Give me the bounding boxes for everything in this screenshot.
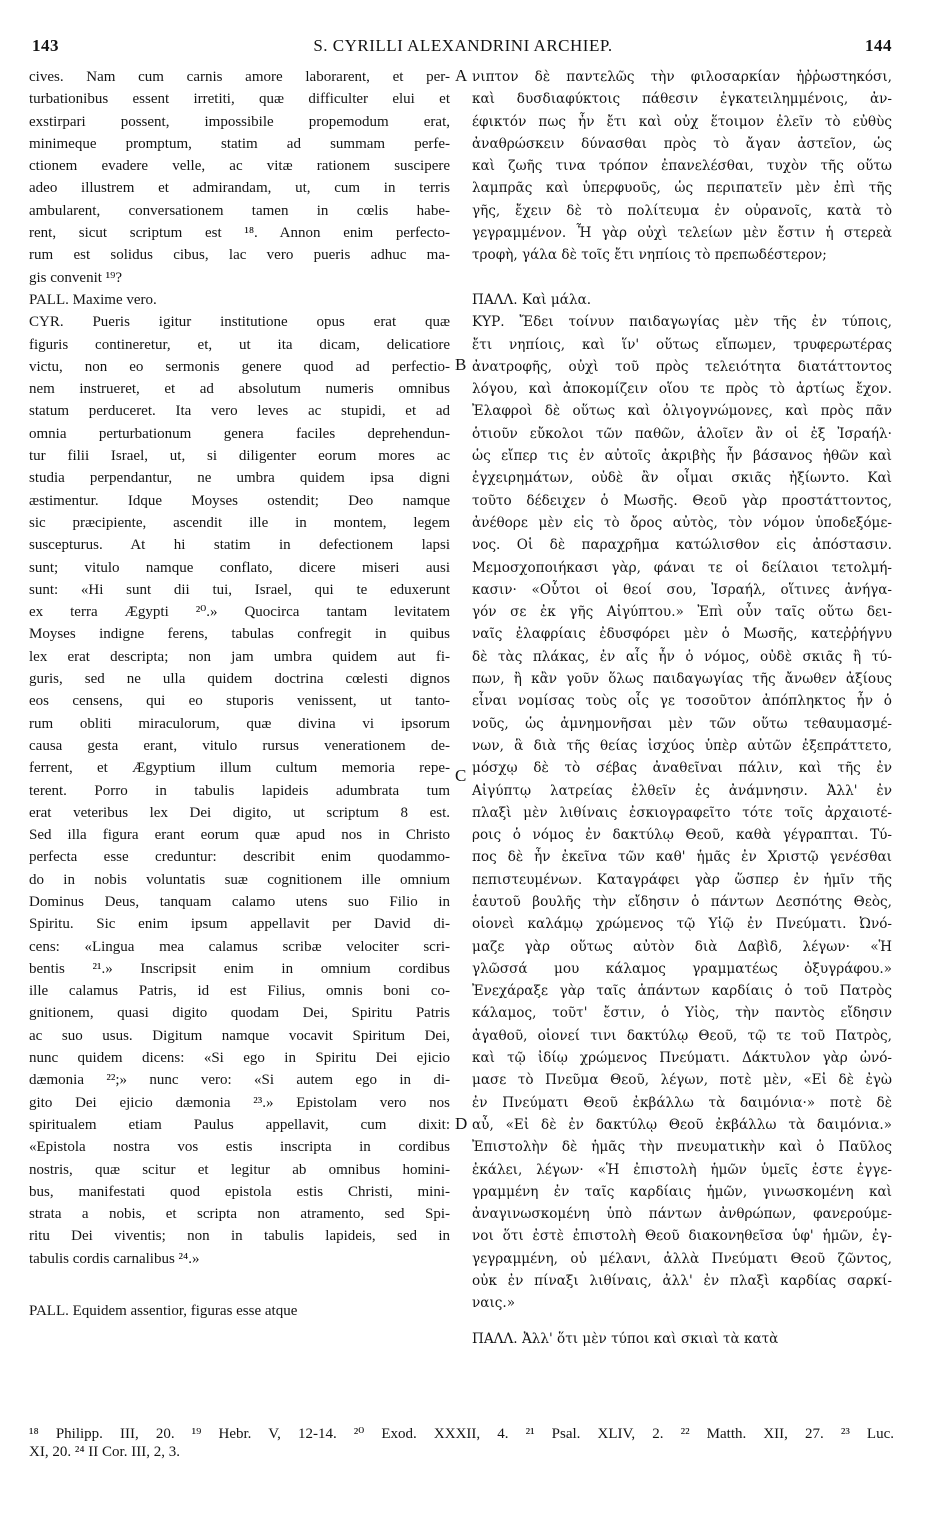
text-line: μασε τὸ Πνεῦμα Θεοῦ, λέγων, ποτὲ μὲν, «Εἰ δὲ ἐγὼ: [472, 1072, 892, 1089]
running-title: S. CYRILLI ALEXANDRINI ARCHIEP.: [313, 36, 613, 55]
text-line: γεγραμμένη, οὐ μέλανι, ἀλλὰ Πνεύματι Θεοῦ ζῶντος,: [472, 1250, 892, 1267]
text-line: gnitionem, quasi digito quodam Dei, Spiritu Patris: [29, 1005, 450, 1022]
text-line: cens: «Lingua mea calamus scribæ velociter scri-: [29, 938, 450, 955]
text-line: bentis ²¹.» Inscripsit enim in omnium cordibus: [29, 960, 450, 977]
margin-letter-d: D: [455, 1114, 468, 1133]
text-line: tur filii Israel, ut, si diligenter eorum mores ac: [29, 448, 450, 465]
text-line: Ἐπιστολὴν δὲ ἡμᾶς τὴν πνευματικὴν καὶ ὁ Παῦλος: [472, 1139, 892, 1156]
text-line: erat veteribus lex Dei digito, ut scriptum 8 est.: [29, 804, 450, 821]
footnote-line: ¹⁸ Philipp. III, 20. ¹⁹ Hebr. V, 12-14. ²⁰ Exod. XXXII, 4. ²¹ Psal. XLIV, 2. ²² Matth. XII, 27. ²³ Luc.: [29, 1426, 894, 1442]
text-line: ἀγαθοῦ, οἱονεί τινι δακτύλῳ Θεοῦ, τῷ τε τοῦ Πατρὸς,: [472, 1027, 892, 1044]
text-line: do in nobis voluntatis suæ cognitionem ille omnium: [29, 871, 450, 888]
text-line: suscepturus. At hi statim in defectionem lapsi: [29, 537, 450, 554]
text-line: νιπτον δὲ παντελῶς τὴν φιλοσαρκίαν ἠῤῥωστηκόσι,: [472, 69, 892, 85]
text-line: ὡς εἴπερ τις ἐν αὐτοῖς ἀκριβὴς ἦν βάσανος ἠθῶν καὶ: [472, 448, 892, 465]
text-line: terent. Porro in tabulis lapideis adumbrata tum: [29, 782, 450, 799]
text-line: ritu Dei viventis; non in tabulis lapideis, sed in: [29, 1228, 450, 1245]
text-line: ex terra Ægypti ²⁰.» Quocirca tantam levitatem: [29, 604, 450, 621]
text-line: ἐν Πνεύματι Θεοῦ ἐκβάλλω τὰ δαιμόνια·» ποτὲ δὲ: [472, 1094, 892, 1111]
text-line: ὁτιοῦν εὔκολοι τῶν παθῶν, ἁλοῖεν ἂν οἱ ἐξ Ἰσραήλ·: [472, 425, 892, 442]
text-line: turbationibus essent irretiti, quæ difficulter elui et: [29, 91, 450, 108]
page-number-right: 144: [865, 36, 892, 55]
text-line: αὖ, «Εἰ δὲ ἐν δακτύλῳ Θεοῦ ἐκβάλλω τὰ δαιμόνια.»: [472, 1116, 892, 1133]
text-line: rum est solidus cibus, lac vero pueris adhuc ma-: [29, 247, 450, 264]
text-line: ναις.»: [472, 1295, 516, 1312]
text-line: exstirpari possent, impossibile propemodum erat,: [29, 113, 450, 130]
text-line: nostris, quæ scitur et legitur ab omnibus homini-: [29, 1161, 450, 1178]
text-line: guris, sed ne ulla quidem doctrina cœlesti dignos: [29, 671, 450, 688]
text-line: victu, non eo sermonis genere quod ad perfectio-: [29, 358, 450, 375]
text-line: sunt: «Hi sunt dii tui, Israel, qui te eduxerunt: [29, 581, 450, 598]
page-header: [0, 36, 926, 60]
text-line: «Epistola nostra vos estis inscripta in cordibus: [29, 1139, 450, 1156]
text-line: ἑαυτοῦ βουλῆς τὴν εἴδησιν ὁ πάντων Δεσπότης Θεὸς,: [472, 893, 892, 910]
text-line: λόγου, καὶ ἀποκομίζειν οἵου τε πρὸς τὸ ἀρτίως ἔχον.: [472, 381, 892, 398]
text-line: νος. Οἱ δὲ παραχρῆμα κατώλισθον εἰς ἀπόστασιν.: [472, 537, 892, 554]
text-line: λαμπρᾶς καὶ ὑπερφυοῦς, ὡς περιπατεῖν μὲν ἐπὶ τῆς: [472, 180, 892, 197]
text-line: δὲ τὰς πλάκας, ἐν αἷς ἦν ὁ νόμος, οὐδὲ σκιᾶς ἢ τύ-: [472, 648, 892, 665]
text-line: γραμμένη ἐν ταῖς καρδίαις ἡμῶν, γινωσκομένη καὶ: [472, 1183, 892, 1200]
text-line: γεγραμμένον. Ἦ γὰρ οὐχὶ τελείων μὲν ἔστιν ἡ στερεὰ: [472, 225, 892, 242]
text-line: ΠΑΛΛ. Ἀλλ' ὅτι μὲν τύποι καὶ σκιαὶ τὰ κατὰ: [472, 1330, 779, 1347]
text-line: πεπιστευμένων. Καταγράφει γὰρ ὥσπερ ἐν ἡμῖν τῆς: [472, 871, 892, 888]
text-line: ἀνατροφῆς, οὐχὶ τοῦ πρὸς τελειότητα διατάττοντος: [472, 358, 892, 375]
greek-column: [472, 66, 892, 1350]
text-line: æstimentur. Idque Moyses ostendit; Deo namque: [29, 492, 450, 509]
text-line: Spiritu. Sic enim ipsum appellavit per David di-: [29, 916, 450, 933]
text-line: cives. Nam cum carnis amore laborarent, et per-: [29, 69, 450, 85]
text-line: studia perpendantur, ne umbra quidem ipsa digni: [29, 470, 450, 487]
text-line: καὶ τῷ ἰδίῳ χρώμενος Πνεύματι. Δάκτυλον γὰρ ὠνό-: [472, 1050, 892, 1067]
text-line: πων, ἢ κἂν γοῦν ὅλως παιδαγωγίας τῆς ἄνωθεν ἀξίους: [472, 671, 892, 688]
text-line: μαζε γὰρ οὕτως αὐτὸν διὰ Δαβὶδ, λέγων· «Ἡ: [472, 938, 892, 955]
text-line: νοι ὅτι ἐστὲ ἐπιστολὴ Θεοῦ διακονηθεῖσα ὑφ' ἡμῶν, ἐγ-: [472, 1228, 892, 1245]
text-line: adeo illustrem et admirandam, ut, cum in terris: [29, 180, 450, 197]
text-line: omnia perturbationum genera faciles deprehendun-: [29, 425, 450, 442]
text-line: nem instrueret, et ad absolutum numeris omnibus: [29, 381, 450, 398]
margin-letter-a: A: [455, 66, 468, 85]
text-line: γλῶσσά μου κάλαμος γραμματέως ὀξυγράφου.»: [472, 960, 892, 977]
text-line: strata a nobis, et scripta non atramento, sed Spi-: [29, 1206, 450, 1223]
paragraph-gap: [29, 1270, 450, 1300]
text-line: Ἐλαφροὶ δὲ οὕτως καὶ ὀλιγογνώμονες, καὶ πρὸς πᾶν: [472, 403, 892, 420]
text-line: ἐγχειρημάτων, οὐδὲ ἂν οἶμαι σκιᾶς ἠξίωντο. Καὶ: [472, 470, 892, 487]
text-line: ambularent, conversationem tamen in cœlis habe-: [29, 202, 450, 219]
text-line: Sed illa figura erant eorum quæ apud nos in Christo: [29, 827, 450, 844]
text-line: PALL. Equidem assentior, figuras esse atque: [29, 1303, 298, 1320]
text-line: ferrent, et Ægyptium illum cultum memoria repe-: [29, 760, 450, 777]
text-line: ἔτι νηπίοις, καὶ ἵν' οὕτως εἴπωμεν, τρυφερωτέρας: [472, 336, 892, 353]
text-line: πος δὲ ἦν ἐκεῖνα τῶν καθ' ἡμᾶς ἐν Χριστῷ γενέσθαι: [472, 849, 892, 866]
text-line: ἀνέθορε μὲν εἰς τὸ ὄρος αὐτὸς, τὸν νόμον ὑποδεξόμε-: [472, 514, 892, 531]
text-line: minimeque promptum, statim ad summam perfe-: [29, 135, 450, 152]
margin-letter-c: C: [455, 766, 467, 785]
text-line: statum perduceret. Ita vero leves ac stupidi, et ad: [29, 403, 450, 420]
text-line: sic præcipiente, ascendit ille in montem, legem: [29, 514, 450, 531]
text-line: κάλαμος, τοῦτ' ἔστιν, ὁ Υἱὸς, τὴν παντὸς εἴδησιν: [472, 1005, 892, 1022]
text-line: τροφὴ, γάλα δὲ τοῖς ἔτι νηπίοις τὸ πρεπωδέστερον;: [472, 247, 827, 264]
text-line: έφικτόν πως ἦν ἔτι καὶ οὐχ ἕτοιμον ἐλεῖν τὸ εὐθὺς: [472, 113, 892, 130]
text-line: dæmonia ²²;» nunc vero: «Si autem ego in di-: [29, 1072, 450, 1089]
text-line: ac suo usus. Digitum namque vocavit Spiritum Dei,: [29, 1027, 450, 1044]
text-line: κασιν· «Οὗτοι οἱ θεοί σου, Ἰσραήλ, οἵτινες ἀνήγα-: [472, 581, 892, 598]
text-line: bus, manifestati quod epistola estis Christi, mini-: [29, 1183, 450, 1200]
margin-letter-b: B: [455, 355, 467, 374]
text-line: οἱονεὶ καλάμῳ χρώμενος τῷ Υἱῷ ἐν Πνεύματι. Ὠνό-: [472, 916, 892, 933]
text-line: καὶ ζωῆς τινα τρόπον ἐπανελέσθαι, τυχὸν τῆς οὕτω: [472, 158, 892, 175]
text-line: ροις ὁ νόμος ἐν δακτύλῳ Θεοῦ, καθὰ γέγραπται. Τύ-: [472, 827, 892, 844]
text-line: rum obliti miraculorum, quæ divina vi ipsorum: [29, 715, 450, 732]
footnote-line: XI, 20. ²⁴ II Cor. III, 2, 3.: [29, 1444, 180, 1460]
latin-column: [29, 66, 450, 1322]
text-line: ἐκάλει, λέγων· «Ἡ ἐπιστολὴ ἡμῶν ὑμεῖς ἐστε ἐγγε-: [472, 1161, 892, 1178]
text-line: lex erat descripta; non jam umbra quidem aut fi-: [29, 648, 450, 665]
text-line: οὐκ ἐν πίναξι λιθίναις, ἀλλ' ἐν πλαξὶ καρδίας σαρκί-: [472, 1273, 892, 1290]
text-line: πλαξὶ μὲν λιθίναις ἐσκιογραφεῖτο τότε τοῖς ἀρχαιοτέ-: [472, 804, 892, 821]
text-line: Μεμοσχοποιήκασι γὰρ, φάναι τε οἱ δείλαιοι τετολμή-: [472, 559, 892, 576]
text-line: γῆς, ἔχειν δὲ τὸ πολίτευμα ἐν οὐρανοῖς, κατὰ τὸ: [472, 202, 892, 219]
text-line: rent, sicut scriptum est ¹⁸. Annon enim perfecto-: [29, 225, 450, 242]
text-line: figuris contineretur, et, ut ita dicam, delicatiore: [29, 336, 450, 353]
text-line: ille calamus Patris, id est Filius, omnis boni co-: [29, 983, 450, 1000]
footnotes: [29, 1424, 894, 1464]
text-line: nunc quidem dicens: «Si ego in Spiritu Dei ejicio: [29, 1050, 450, 1067]
text-line: γόν σε ἐκ γῆς Αἰγύπτου.» Ἐπὶ οὖν ταῖς οὕτω δει-: [472, 604, 892, 621]
text-line: Ἐνεχάραξε γὰρ ταῖς ἁπάντων καρδίαις ὁ τοῦ Πατρὸς: [472, 983, 892, 1000]
text-line: eos censens, qui eo stuporis venissent, ut tanto-: [29, 693, 450, 710]
text-line: Dominus Deus, tanquam calamo utens suo Filio in: [29, 893, 450, 910]
text-line: μόσχῳ δὲ τὸ σέβας ἀναθεῖναι πάλιν, καὶ τῆς ἐν: [472, 760, 892, 777]
text-line: tabulis cordis carnalibus ²⁴.»: [29, 1250, 200, 1267]
text-line: εἶναι νομίσας τοὺς οἷς γε τοσοῦτον ἀπόπληκτος ἦν ὁ: [472, 693, 892, 710]
text-line: PALL. Maxime vero.: [29, 291, 157, 308]
paragraph-gap: [472, 1315, 892, 1328]
text-line: ctionem evadere velle, ac vitæ rationem suscipere: [29, 158, 450, 175]
text-line: ΚΥΡ. Ἔδει τοίνυν παιδαγωγίας μὲν τῆς ἐν τύποις,: [472, 314, 892, 331]
text-line: CYR. Pueris igitur institutione opus erat quæ: [29, 314, 450, 331]
text-line: ναῖς ἐλαφρίαις ἐδυσφόρει μὲν ὁ Μωσῆς, κατεῤῥήγνυ: [472, 626, 892, 643]
text-line: καὶ δυσδιαφύκτοις πάθεσιν ἐγκατειλημμένοις, ἀν-: [472, 91, 892, 108]
text-line: gis convenit ¹⁹?: [29, 269, 123, 286]
text-line: ἀναθρώσκειν δύνασθαι πρὸς τὸ ἄγαν ἀστεῖον, ὡς: [472, 135, 892, 152]
text-line: νοῦς, ὡς ἀμνημονῆσαι μὲν τῶν οὕτω τεθαυμασμέ-: [472, 715, 892, 732]
text-line: Αἰγύπτῳ λατρείας ἐλθεῖν ἐς ἀνάμνησιν. Ἀλλ' ἐν: [472, 782, 892, 799]
paragraph-gap: [472, 267, 892, 289]
text-line: causa gesta erant, vitulo rursus venerationem de-: [29, 737, 450, 754]
text-line: perfecta esse creduntur: describit enim quodammo-: [29, 849, 450, 866]
text-line: gito Dei ejicio dæmonia ²³.» Epistolam vero nos: [29, 1094, 450, 1111]
text-line: νων, ἃ διὰ τῆς θείας ἰσχύος ὑπὲρ αὐτῶν ἐξεπράττετο,: [472, 737, 892, 754]
text-line: τοῦτο δέδειχεν ὁ Μωσῆς. Θεοῦ γὰρ προστάττοντος,: [472, 492, 892, 509]
text-line: ἀναγινωσκομένη ὑπὸ πάντων ἀνθρώπων, φανερούμε-: [472, 1206, 892, 1223]
page-number-left: 143: [32, 36, 59, 55]
text-line: ΠΑΛΛ. Καὶ μάλα.: [472, 291, 592, 308]
text-line: Moyses indigne ferens, tabulas confregit in quibus: [29, 626, 450, 643]
text-line: sunt; vitulo namque conflato, dicere miseri ausi: [29, 559, 450, 576]
text-line: spiritualem etiam Paulus appellavit, cum dixit:: [29, 1116, 450, 1133]
